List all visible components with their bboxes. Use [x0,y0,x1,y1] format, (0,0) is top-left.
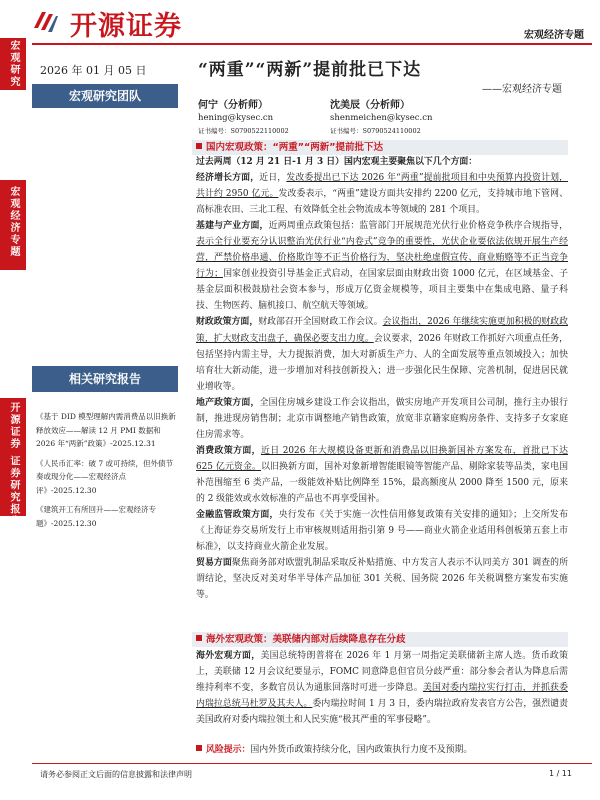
related-reports-title: 相关研究报告 [32,366,178,392]
growth-text-2: 发改委表示，“两重”建设方面共安排约 2200 亿元，支持城市地下管网、高标准农田、三北工程、有效降低全社会物流成本等领域的 281 个项目。 [196,189,568,216]
brand-name: 开源证券 [70,11,182,42]
overseas-key-text: 美国对委内瑞拉实行打击，并抓获委内瑞拉总统马杜罗及其夫人。 [196,683,568,710]
growth-key-text: 发改委提出已下达 2026 年“两重”提前批项目和中央预算内投资计划，共计约 2950 亿元。 [196,173,569,200]
author-email[interactable]: hening@kysec.cn [198,113,274,123]
overseas-text: 美国总统特朗普将在 2026 年 1 月第一周指定美联储新主席人选。货币政策上，美联储 12 月会议纪要显示，FOMC 同意降息但官员分歧严重：部分参会者认为降息后需维持利率不变，多数官员认为通胀回落时可进一步降息。 [196,651,569,694]
footer-disclaimer: 请务必参阅正文后面的信息披露和法律声明 [40,770,192,779]
infra-text-2: 国家创业投资引导基金正式启动，在国家层面由财政出资 1000 亿元，在区域基金、子基金层面积极鼓励社会资本参与，形成万亿资金规模等，项目主要集中在集成电路、量子科技、生物医药、脑机接口、航空航天等领域。 [196,269,568,312]
author-cert: 证书编号：S0790524110002 [330,127,421,135]
fiscal-key-text: 会议指出，2026 年继续实施更加积极的财政政策，扩大财政支出盘子，确保必要支出力度。 [196,317,569,344]
vertical-label-securities-report: 开源证券 证券研究报告 [8,402,19,528]
page-title: “两重”“两新”提前批已下达 [198,60,422,80]
overseas-label: 海外宏观方面， [196,651,261,661]
finance-label: 金融监管政策方面， [196,510,279,521]
page-subtitle: ——宏观经济专题 [482,84,562,95]
property-paragraph [196,395,568,443]
fiscal-paragraph [196,314,568,394]
trade-label: 贸易方面 [196,558,232,569]
property-text: 全国住房城乡建设工作会议指出，做实房地产开发项目公司制，推行主办银行制，推进现房销售制；北京市调整地产销售政策，放宽非京籍家庭购房条件、支持多子女家庭住房需求等。 [196,397,568,440]
trade-paragraph [196,555,568,603]
growth-paragraph [196,170,568,218]
finance-paragraph [196,507,568,555]
growth-label: 经济增长方面， [196,173,260,184]
bullet-square-icon [196,635,202,641]
author-block [198,99,289,138]
author-cert: 证书编号：S0790522110002 [198,127,289,135]
related-report-item[interactable]: 《基于 DID 模型理解内需消费品以旧换新释放效应——解读 12 月 PMI 数据和 2026 年“两新”政策》-2025.12.31 [36,412,176,448]
page-header [32,2,592,42]
section-heading-text: 海外宏观政策：美联储内部对后续降息存在分歧 [206,634,406,645]
intro-paragraph [196,154,568,170]
section-heading-overseas [192,632,568,647]
bullet-square-icon [196,745,202,751]
infra-text: 近两周重点政策包括：监管部门开展规范光伏行业价格竞争秩序合规指导， [268,221,568,232]
consumption-paragraph [196,443,568,507]
infra-label: 基建与产业方面， [196,221,269,232]
overseas-text-2: 委内瑞拉时间 1 月 3 日，委内瑞拉政府发表官方公告，强烈谴责美国政府对委内瑞拉领土和人民实施“极其严重的军事侵略”。 [196,699,569,726]
author-email[interactable]: shenmeichen@kysec.cn [330,113,433,123]
related-report-item[interactable]: 《建筑开工有所回升——宏观经济专题》-2025.12.30 [36,505,156,528]
intro-text: 过去两周（12 月 21 日-1 月 3 日）国内宏观主要聚焦以下几个方面： [196,157,478,167]
consumption-key-text: 近日 2026 年大规模设备更新和消费品以旧换新国补方案发布，首批已下达 625 亿元资金。 [196,445,568,472]
overseas-body [196,648,568,728]
risk-text: 国内外货币政策持续分化，国内政策执行力度不及预期。 [250,745,473,755]
domestic-body [196,154,568,603]
risk-paragraph [196,742,568,758]
infra-paragraph [196,218,568,314]
fiscal-label: 财政政策方面， [196,317,259,328]
risk-label: 风险提示： [206,745,251,755]
page-number: 1 / 11 [548,769,572,778]
team-title: 宏观研究团队 [32,84,178,108]
vertical-label-macro-research: 宏观研究 [8,40,19,88]
fiscal-text-2: 会议要求，2026 年财政工作抓好六项重点任务，包括坚持内需主导，大力提振消费，加大对新质生产力、人的全面发展等重点领域投入；加快培育壮大新动能，进一步增加对科技创新投入；进一步强化民生保障、完善机制，促进居民就业增收等。 [196,333,569,392]
vertical-label-macro-special: 宏观经济专题 [8,186,19,258]
header-divider [32,43,592,45]
bullet-square-icon [196,143,202,149]
finance-text: 央行发布《关于实施一次性信用修复政策有关安排的通知》；上交所发布《上海证券交易所发行上市审核规则适用指引第 9 号——商业火箭企业适用科创板第五套上市标准》，以支持商业火箭企业发展。 [196,510,568,553]
trade-text: 聚焦商务部对欧盟乳制品采取反补贴措施、中方发言人表示不认同美方 301 调查的所谓结论，坚决反对美对华半导体产品加征 301 关税、国务院 2026 年关税调整方案发布实施等。 [196,558,569,601]
related-report-item[interactable]: 《人民币汇率：破 7 或可持续，但外债节奏或现分化——宏观经济点评》-2025.12.30 [36,458,174,495]
fiscal-text: 财政部召开全国财政工作会议。 [258,317,383,328]
infra-key-text: 表示全行业要充分认识整治光伏行业“内卷式”竞争的重要性，光伏企业要依法依规开展生产经营，严禁价格串通、价格欺诈等不正当价格行为，坚决杜绝虚假宣传、商业贿赂等不正当竞争行为； [196,237,568,280]
overseas-paragraph [196,648,568,728]
author-name: 沈美辰（分析师） [330,100,410,111]
report-date: 2026 年 01 月 05 日 [40,64,147,77]
author-name: 何宁（分析师） [198,100,268,111]
header-report-type: 宏观经济专题 [524,30,584,41]
footer-divider [32,763,592,764]
related-reports-list [36,410,178,536]
risk-block [196,742,568,758]
author-block [330,99,432,138]
growth-text: 近日， [259,173,287,184]
property-label: 地产政策方面， [196,397,260,408]
section-heading-text: 国内宏观政策：“两重”“两新”提前批下达 [206,142,383,153]
brand-logo-icon [32,8,58,34]
consumption-label: 消费政策方面， [196,445,261,456]
section-heading-domestic [192,140,568,155]
consumption-text: 以旧换新方面，国补对象新增智能眼镜等智能产品、剔除家装等品类，家电国补范围缩至 6 类产品，一级能效补贴比例降至 15%，最高额度从 2000 降至 1500 元，原来的 2 级能效或水效标准的产品也不再享受国补。 [196,461,568,504]
